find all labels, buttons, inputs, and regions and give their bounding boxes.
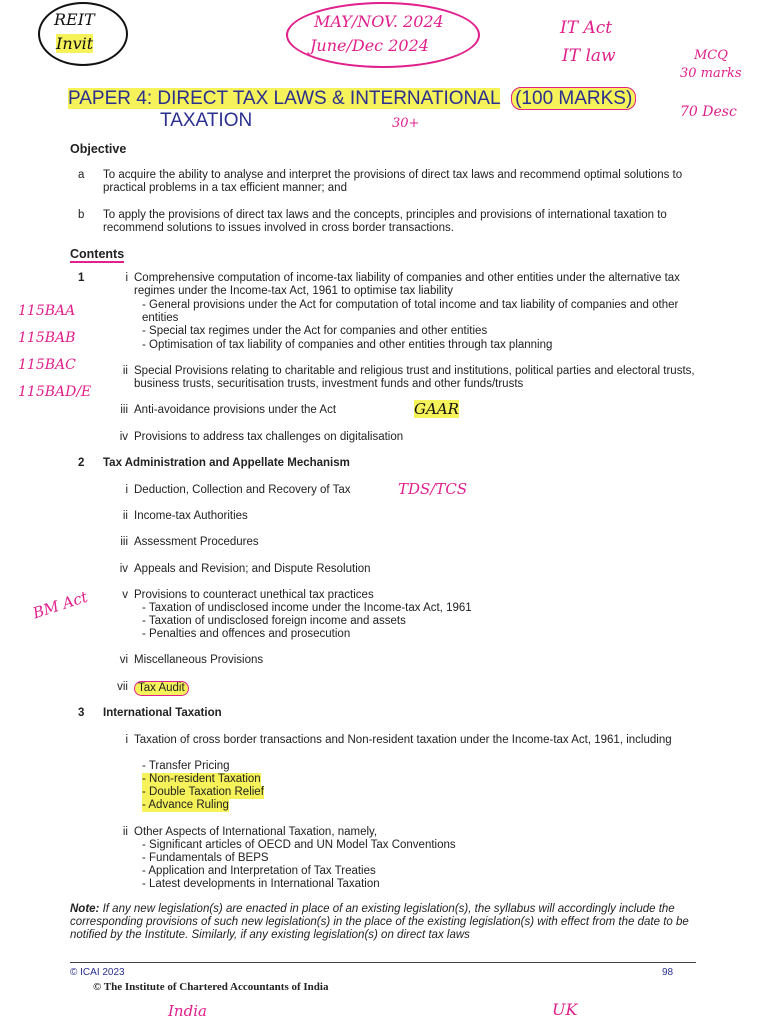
s3-item-ii: Other Aspects of International Taxation, namely, — [134, 826, 378, 838]
s2-item-v: Provisions to counteract unethical tax practices — [134, 589, 374, 601]
s2-sub-2: - Taxation of undisclosed foreign income and assets — [142, 615, 406, 628]
item-label: i — [125, 272, 128, 284]
annotation-70-desc: 70 Desc — [680, 104, 737, 120]
note-label: Note: — [70, 903, 100, 915]
item-label: ii — [122, 826, 128, 838]
annotation-uk: UK — [552, 1000, 578, 1019]
section-number: 1 — [78, 272, 85, 284]
item-label: iii — [120, 404, 128, 416]
syllabus-page: REIT Invit MAY/NOV. 2024 June/Dec 2024 IT Act IT law MCQ 30 marks 70 Desc 30+ 115BAA 115BAB 115BAC 115BAD/E GAAR TDS/TCS BM Act India UK PAPER 4: DIRECT TAX LAWS & INTERNATIONAL (100 MARKS) TAXATION Objective a To acquire the ability to analyse and interpret the provisions of direct tax laws and recommend optimal solutions to practical problems in a tax efficient manner; and b To apply the provisions of direct tax laws and the concepts, principles and provisions of international taxation to recommend solutions to issues involved in cross border transactions. Contents 1 i Comprehensive computation of income-tax liability of companies and other entities under the alternative tax regimes under the Income-tax Act, 1961 to optimise tax liability - General provisions under the Act for computation of total income and tax liability of companies and other entities - Special tax regimes under the Act for companies and other entities - Optimisation of tax liability of companies and other entities through tax planning ii Special Provisions relating to charitable and religious trust and institutions, political parties and electoral trusts, business trusts, securitisation trusts, investment funds and other funds/trusts iii Anti-avoidance provisions under the Act iv Provisions to address tax challenges on digitalisation 2 Tax Administration and Appellate Mechanism i Deduction, Collection and Recovery of Tax ii Income-tax Authorities iii Assessment Procedures iv Appeals and Revision; and Dispute Resolution v Provisions to counteract unethical tax practices - Taxation of undisclosed income under the Income-tax Act, 1961 - Taxation of undisclosed foreign income and assets - Penalties and offences and prosecution vi Miscellaneous Provisions vii Tax Audit 3 International Taxation i Taxation of cross border transactions and Non-resident taxation under the Income-tax Act, 1961, including - Transfer Pricing - Non-resident Taxation - Double Taxation Relief - Advance Ruling ii Other Aspects of International Taxation, namely, - Significant articles of OECD and UN Model Tax Conventions - Fundamentals of BEPS - Application and Interpretation of Tax Treaties - Latest developments in International Taxation Note: If any new legislation(s) are enacted in place of an existing legislation(s), the syllabus will accordingly include the corresponding provisions of such new legislation(s) in the place of the existing legislation(s) with effect from the date to be notified by the Institute. Similarly, if any existing legislation(s) on direct tax laws © ICAI 2023 98 © The Institute of Chartered Accountants of India — [0, 0, 768, 1024]
s3-heading: International Taxation — [103, 707, 222, 719]
item-label: i — [125, 734, 128, 746]
s2-item-i: Deduction, Collection and Recovery of Tax — [134, 484, 351, 496]
s2-sub-1: - Taxation of undisclosed income under the Income-tax Act, 1961 — [142, 602, 472, 615]
footer-divider — [70, 962, 696, 963]
item-label: iv — [119, 431, 128, 443]
item-label: ii — [122, 510, 128, 522]
s3-sub-6: - Fundamentals of BEPS — [142, 852, 269, 865]
s1-sub-2: - Special tax regimes under the Act for companies and other entities — [142, 325, 487, 338]
syllabus-note — [70, 903, 700, 942]
annotation-it-act: IT Act — [560, 18, 613, 38]
section-number: 3 — [78, 707, 85, 719]
contents-heading: Contents — [70, 247, 125, 261]
item-label: i — [125, 484, 128, 496]
s3-sub-8: - Latest developments in International Taxation — [142, 878, 380, 891]
s2-sub-3: - Penalties and offences and prosecution — [142, 628, 350, 641]
s2-item-iii: Assessment Procedures — [134, 536, 259, 548]
annotation-30-plus: 30+ — [392, 116, 420, 131]
item-label: vii — [117, 681, 128, 693]
s1-sub-1: - General provisions under the Act for computation of total income and tax liability of companies and other entities — [142, 299, 708, 325]
s1-sub-3: - Optimisation of tax liability of companies and other entities through tax planning — [142, 339, 552, 352]
item-label: ii — [122, 365, 128, 377]
s3-sub-2: - Non-resident Taxation — [142, 773, 261, 786]
page-number: 98 — [662, 967, 674, 978]
paper-title: PAPER 4: DIRECT TAX LAWS & INTERNATIONAL (100 MARKS) TAXATION — [68, 88, 708, 132]
objective-heading: Objective — [70, 142, 127, 156]
annotation-india: India — [168, 1002, 207, 1020]
item-label: iii — [120, 536, 128, 548]
s2-item-iv: Appeals and Revision; and Dispute Resolution — [134, 563, 371, 575]
s2-heading: Tax Administration and Appellate Mechanism — [103, 457, 350, 469]
s2-item-ii: Income-tax Authorities — [134, 510, 248, 522]
s3-sub-3: - Double Taxation Relief — [142, 786, 264, 799]
item-label: v — [122, 589, 128, 601]
section-number: 2 — [78, 457, 85, 469]
footer-copyright: © ICAI 2023 — [70, 967, 125, 978]
s3-sub-4: - Advance Ruling — [142, 799, 229, 812]
annotation-tds-tcs: TDS/TCS — [398, 480, 468, 498]
annotation-gaar: GAAR — [414, 400, 459, 418]
s1-item-i: Comprehensive computation of income-tax liability of companies and other entities under the alternative tax regimes under the Income-tax Act, 1961 to optimise tax liability — [134, 272, 680, 297]
s3-sub-7: - Application and Interpretation of Tax Treaties — [142, 865, 376, 878]
s1-item-iv: Provisions to address tax challenges on digitalisation — [134, 431, 404, 443]
s2-item-vii: Tax Audit — [134, 681, 189, 696]
item-label: iv — [119, 563, 128, 575]
s3-sub-5: - Significant articles of OECD and UN Model Tax Conventions — [142, 839, 456, 852]
s2-item-vi: Miscellaneous Provisions — [134, 654, 264, 666]
annotation-bm-act: BM Act — [30, 587, 90, 623]
s3-item-i: Taxation of cross border transactions and Non-resident taxation under the Income-tax Act, 1961, including — [134, 734, 672, 746]
s1-item-ii: Special Provisions relating to charitable and religious trust and institutions, political parties and electoral trusts, business trusts, securitisation trusts, investment funds and other funds/trusts — [134, 365, 695, 390]
institute-copyright: © The Institute of Chartered Accountants of India — [93, 981, 329, 993]
annotation-reit: REIT Invit — [38, 2, 128, 66]
annotation-mcq: MCQ — [694, 48, 728, 63]
paper-marks: (100 MARKS) — [511, 87, 636, 110]
annotation-exam-dates: MAY/NOV. 2024 June/Dec 2024 — [286, 2, 480, 68]
s3-sub-1: - Transfer Pricing — [142, 760, 230, 773]
annotation-it-law: IT law — [562, 46, 616, 66]
s1-item-iii: Anti-avoidance provisions under the Act — [134, 404, 337, 416]
item-label: vi — [119, 654, 128, 666]
note-text: If any new legislation(s) are enacted in place of an existing legislation(s), the syllabus will accordingly include the corresponding provisions of such new legislation(s) in the place of the existing legislation(s) with effect from the date to be notified by the Institute. Similarly, if any existing legislation(s) on direct tax laws — [70, 903, 689, 941]
annotation-section-list: 115BAA 115BAB 115BAC 115BAD/E — [18, 303, 92, 400]
annotation-30-marks: 30 marks — [680, 66, 742, 81]
